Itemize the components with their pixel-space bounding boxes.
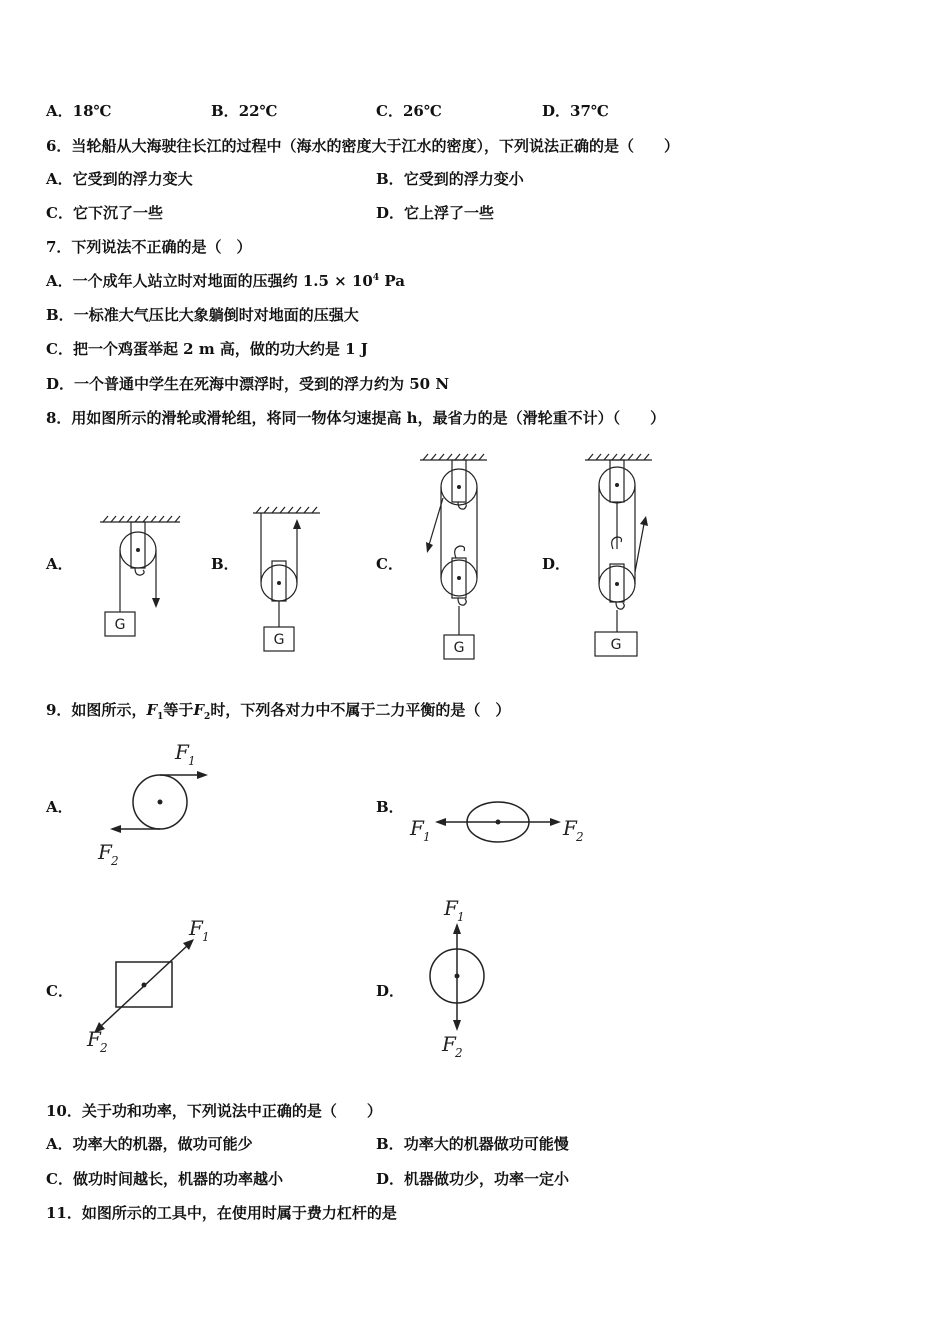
q8-label-a: A． <box>46 555 73 573</box>
q6-option-a: A．它受到的浮力变大 <box>46 170 193 188</box>
q7-option-b: B．一标准大气压比大象躺倒时对地面的压强大 <box>46 306 359 324</box>
q10-option-b: B．功率大的机器做功可能慢 <box>376 1135 569 1153</box>
q9-figure-b <box>408 795 593 855</box>
q9-stem: 9．如图所示，$F_1$等于$F_2$时，下列各对力中不属于二力平衡的是（ ） <box>46 701 511 722</box>
svg-text:1: 1 <box>202 930 210 944</box>
q6-stem: 6．当轮船从大海驶往长江的过程中（海水的密度大于江水的密度），下列说法正确的是（ ） <box>46 137 679 155</box>
svg-text:G: G <box>453 640 465 656</box>
svg-text:F: F <box>563 816 577 840</box>
q8-label-c: C． <box>376 555 403 573</box>
svg-text:1: 1 <box>423 830 431 844</box>
q7-option-c: C．把一个鸡蛋举起 2 m 高，做的功大约是 1 J <box>46 340 368 358</box>
svg-text:1: 1 <box>457 910 465 924</box>
q5-option-c: C．26℃ <box>376 102 442 120</box>
q6-option-b: B．它受到的浮力变小 <box>376 170 524 188</box>
svg-text:2: 2 <box>100 1041 108 1055</box>
q5-option-d: D．37℃ <box>542 102 609 120</box>
q9-figure-c <box>85 912 225 1062</box>
svg-text:G: G <box>273 632 285 648</box>
svg-text:2: 2 <box>576 830 584 844</box>
svg-text:F: F <box>442 1032 456 1056</box>
q9-label-a: A． <box>46 798 73 816</box>
q11-stem: 11．如图所示的工具中，在使用时属于费力杠杆的是 <box>46 1204 397 1222</box>
q6-option-d: D．它上浮了一些 <box>376 204 495 222</box>
svg-text:1: 1 <box>188 754 196 768</box>
q9-label-d: D． <box>376 982 405 1000</box>
q9-label-b: B． <box>376 798 404 816</box>
q8-label-b: B． <box>211 555 239 573</box>
q10-option-a: A．功率大的机器，做功可能少 <box>46 1135 253 1153</box>
svg-text:2: 2 <box>455 1046 463 1060</box>
q7-option-d: D．一个普通中学生在死海中漂浮时，受到的浮力约为 50 N <box>46 375 450 393</box>
svg-text:F: F <box>98 840 112 864</box>
q8-figure-c <box>415 450 495 665</box>
svg-text:G: G <box>610 637 622 653</box>
q7-option-a: A．一个成年人站立时对地面的压强约 $1.5 \times 10^4$ Pa <box>46 272 405 290</box>
q10-stem: 10．关于功和功率，下列说法中正确的是（ ） <box>46 1102 382 1120</box>
svg-text:G: G <box>114 617 126 633</box>
q8-stem: 8．用如图所示的滑轮或滑轮组，将同一物体匀速提高 h，最省力的是（滑轮重不计）（ ） <box>46 409 666 427</box>
q8-figure-d <box>580 452 670 662</box>
q8-figure-b <box>248 505 328 655</box>
q9-figure-a <box>95 735 225 875</box>
q9-figure-d <box>420 893 500 1063</box>
q9-label-c: C． <box>46 982 73 1000</box>
svg-text:F: F <box>189 916 203 940</box>
svg-text:F: F <box>87 1027 101 1051</box>
svg-text:F: F <box>444 896 458 920</box>
svg-text:F: F <box>175 740 189 764</box>
svg-text:F: F <box>410 816 424 840</box>
svg-text:2: 2 <box>111 854 119 868</box>
q10-option-c: C．做功时间越长，机器的功率越小 <box>46 1170 283 1188</box>
q5-option-b: B．22℃ <box>211 102 278 120</box>
q6-option-c: C．它下沉了一些 <box>46 204 163 222</box>
q8-label-d: D． <box>542 555 571 573</box>
q8-figure-a <box>95 512 185 647</box>
q5-option-a: A．18℃ <box>46 102 112 120</box>
q10-option-d: D．机器做功少，功率一定小 <box>376 1170 570 1188</box>
q7-stem: 7．下列说法不正确的是（ ） <box>46 238 252 256</box>
